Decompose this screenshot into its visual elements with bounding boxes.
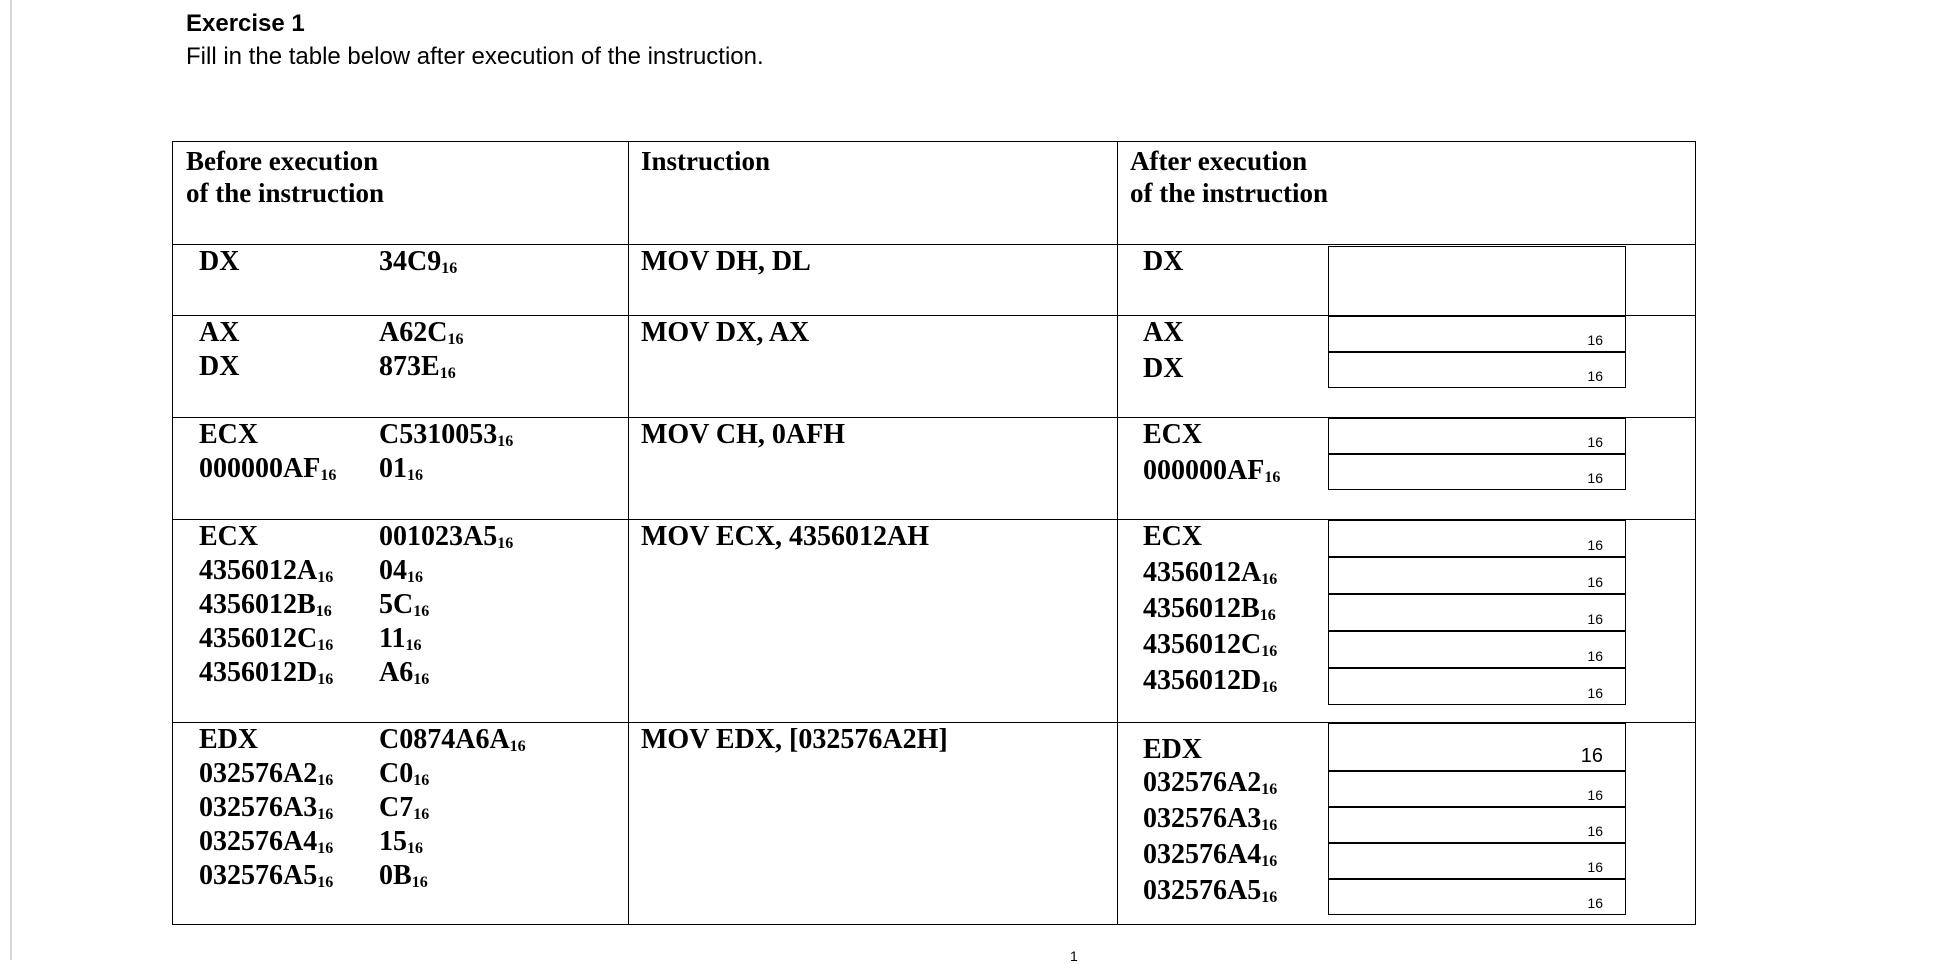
header-divider [173, 244, 1695, 245]
before-location-base: 16 [315, 603, 332, 620]
after-location-text: 4356012C [1143, 629, 1262, 660]
before-location-base: 16 [317, 806, 334, 823]
before-value-base: 16 [413, 671, 430, 688]
after-location-text: AX [1143, 317, 1184, 348]
after-location-text: 000000AF [1143, 455, 1265, 486]
register-table [172, 141, 1696, 925]
before-value-text: 873E [379, 351, 440, 382]
column-divider [1117, 142, 1118, 924]
before-location-base: 16 [317, 772, 334, 789]
before-location [199, 419, 258, 451]
after-location-text: 032576A2 [1143, 767, 1262, 798]
after-location-base: 16 [1261, 853, 1278, 870]
after-location-base: 16 [1264, 469, 1281, 486]
before-location-text: 000000AF [199, 453, 321, 484]
before-value-text: C0 [379, 758, 414, 789]
after-location [1143, 593, 1276, 632]
after-location [1143, 734, 1202, 766]
answer-base-label: 16 [1587, 434, 1603, 450]
before-location-text: 032576A4 [199, 826, 318, 857]
before-location [199, 860, 333, 899]
answer-input-box[interactable] [1328, 594, 1626, 631]
before-value-base: 16 [407, 569, 423, 586]
before-location-text: ECX [199, 419, 259, 450]
answer-input-box[interactable] [1328, 246, 1626, 316]
before-value-base: 16 [413, 772, 430, 789]
answer-base-label: 16 [1587, 368, 1603, 384]
before-location-text: 4356012A [199, 555, 318, 586]
answer-input-box[interactable] [1328, 352, 1626, 388]
before-value-text: 0B [379, 860, 412, 891]
exercise-title: Exercise 1 [186, 10, 305, 37]
before-location-text: DX [199, 351, 240, 382]
answer-input-box[interactable] [1328, 668, 1626, 705]
before-value-text: 34C9 [379, 246, 442, 277]
before-location [199, 351, 239, 383]
answer-input-box[interactable] [1328, 316, 1626, 352]
before-location-text: EDX [199, 724, 259, 755]
before-location-base: 16 [317, 840, 334, 857]
before-value-base: 16 [405, 637, 422, 654]
after-location-text: 4356012D [1143, 665, 1262, 696]
before-location-text: 4356012B [199, 589, 316, 620]
after-location-text: DX [1143, 246, 1184, 277]
answer-input-box[interactable] [1328, 807, 1626, 843]
after-location-base: 16 [1261, 643, 1278, 660]
page-number: 1 [1070, 948, 1078, 964]
before-location-text: 4356012C [199, 623, 318, 654]
before-location-text: 032576A3 [199, 792, 318, 823]
answer-input-box[interactable] [1328, 843, 1626, 879]
before-location-text: 4356012D [199, 657, 318, 688]
after-location-text: DX [1143, 353, 1184, 384]
header-before-line2: of the instruction [186, 178, 384, 208]
answer-base-label: 16 [1587, 648, 1603, 664]
before-value-text: A6 [379, 657, 414, 688]
before-value-text: 01 [379, 453, 407, 484]
before-value-base: 16 [413, 806, 430, 823]
after-location [1143, 557, 1277, 596]
header-after-line2: of the instruction [1130, 178, 1328, 208]
instruction-cell: MOV CH, 0AFH [641, 419, 846, 450]
after-location-text: 032576A5 [1143, 875, 1262, 906]
after-location-base: 16 [1261, 889, 1278, 906]
after-location [1143, 839, 1277, 878]
after-location [1143, 353, 1183, 385]
before-location [199, 246, 239, 278]
after-location [1143, 767, 1277, 806]
after-location-text: 032576A4 [1143, 839, 1262, 870]
answer-base-label: 16 [1587, 787, 1603, 803]
after-location-text: 4356012B [1143, 593, 1260, 624]
after-location [1143, 875, 1277, 914]
after-location-base: 16 [1261, 781, 1278, 798]
before-value-text: A62C [379, 317, 448, 348]
before-location-base: 16 [320, 467, 337, 484]
after-location-base: 16 [1259, 607, 1276, 624]
before-value-base: 16 [509, 738, 526, 755]
after-location-text: ECX [1143, 419, 1203, 450]
before-value [379, 351, 456, 390]
answer-input-box[interactable] [1328, 631, 1626, 668]
before-value-text: 15 [379, 826, 407, 857]
answer-input-box[interactable] [1328, 418, 1626, 454]
before-value-base: 16 [407, 840, 423, 857]
before-value-base: 16 [407, 467, 423, 484]
before-value-base: 16 [413, 603, 430, 620]
answer-base-label: 16 [1587, 537, 1603, 553]
answer-base-label: 16 [1587, 859, 1603, 875]
before-location-base: 16 [317, 874, 334, 891]
after-location [1143, 521, 1202, 553]
after-location-base: 16 [1261, 679, 1278, 696]
answer-base-label: 16 [1587, 823, 1603, 839]
header-after [1130, 145, 1328, 209]
answer-input-box[interactable] [1328, 520, 1626, 557]
before-value-base: 16 [447, 331, 464, 348]
before-location-text: ECX [199, 521, 259, 552]
answer-base-label: 16 [1587, 895, 1603, 911]
before-location-text: AX [199, 317, 240, 348]
answer-input-box[interactable] [1328, 557, 1626, 594]
before-value-base: 16 [497, 535, 514, 552]
exercise-instructions: Fill in the table below after execution of the instruction. [186, 43, 764, 70]
after-location-text: 4356012A [1143, 557, 1262, 588]
page-left-edge [10, 0, 12, 960]
before-location [199, 521, 258, 553]
before-value-text: 5C [379, 589, 414, 620]
before-location [199, 317, 239, 349]
before-location-text: 032576A5 [199, 860, 318, 891]
before-value [379, 860, 428, 899]
answer-base-label: 16 [1587, 611, 1603, 627]
answer-input-box[interactable] [1328, 771, 1626, 807]
before-value-base: 16 [439, 365, 456, 382]
answer-base-label: 16 [1587, 574, 1603, 590]
answer-base-label: 16 [1580, 745, 1603, 767]
before-location-base: 16 [317, 671, 334, 688]
before-location [199, 724, 258, 756]
instruction-cell: MOV DX, AX [641, 317, 810, 348]
before-value-text: 001023A5 [379, 521, 498, 552]
before-location-base: 16 [317, 569, 334, 586]
before-value-base: 16 [441, 260, 458, 277]
header-instruction: Instruction [641, 146, 771, 176]
before-value-text: 11 [379, 623, 406, 654]
before-location [199, 657, 333, 696]
column-divider [628, 142, 629, 924]
before-value-base: 16 [497, 433, 514, 450]
after-location-base: 16 [1261, 817, 1278, 834]
after-location [1143, 665, 1277, 704]
header-after-line1: After execution [1130, 146, 1308, 176]
header-before [186, 145, 384, 209]
before-location-text: DX [199, 246, 240, 277]
answer-input-box[interactable] [1328, 879, 1626, 915]
before-value-text: 04 [379, 555, 407, 586]
after-location [1143, 455, 1280, 494]
after-location [1143, 803, 1277, 842]
instruction-cell: MOV EDX, [032576A2H] [641, 724, 948, 755]
before-value [379, 246, 457, 285]
before-value-text: C0874A6A [379, 724, 510, 755]
answer-base-label: 16 [1587, 332, 1603, 348]
after-location [1143, 419, 1202, 451]
before-value-base: 16 [411, 874, 428, 891]
before-location-text: 032576A2 [199, 758, 318, 789]
before-location-base: 16 [317, 637, 334, 654]
answer-base-label: 16 [1587, 685, 1603, 701]
after-location-base: 16 [1261, 571, 1278, 588]
before-value [379, 453, 423, 492]
answer-base-label: 16 [1587, 470, 1603, 486]
answer-input-box[interactable] [1328, 454, 1626, 490]
after-location [1143, 317, 1183, 349]
header-before-line1: Before execution [186, 146, 379, 176]
instruction-cell: MOV ECX, 4356012AH [641, 521, 930, 552]
after-location [1143, 246, 1183, 278]
before-value [379, 657, 429, 696]
before-location [199, 453, 336, 492]
after-location [1143, 629, 1277, 668]
before-value-text: C5310053 [379, 419, 498, 450]
answer-input-box[interactable] [1328, 723, 1626, 771]
after-location-text: EDX [1143, 734, 1203, 765]
before-value-text: C7 [379, 792, 414, 823]
after-location-text: 032576A3 [1143, 803, 1262, 834]
after-location-text: ECX [1143, 521, 1203, 552]
instruction-cell: MOV DH, DL [641, 246, 811, 277]
